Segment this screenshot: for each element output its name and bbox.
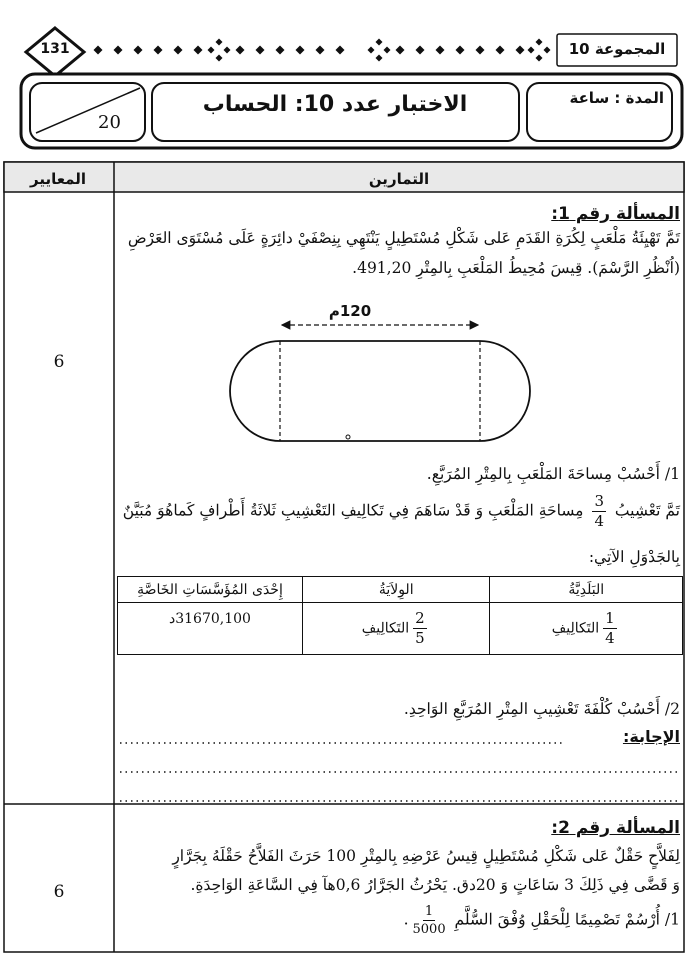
group-label: المجموعة 10 [568, 40, 666, 58]
state-word: التَكالِيفِ [361, 620, 410, 637]
decorative-diamond [316, 46, 325, 55]
cost-table-header [118, 577, 683, 603]
decorative-diamond [296, 46, 305, 55]
decorative-diamond [276, 46, 285, 55]
decorative-diamond [496, 46, 505, 55]
decorative-diamond [256, 46, 265, 55]
paint-text-a: تَمَّ تَعْشِيبُ [614, 501, 680, 520]
municipality-frac-num: 1 [605, 609, 615, 627]
decorative-diamond [174, 46, 183, 55]
decorative-diamond [516, 46, 525, 55]
decorative-diamond [224, 47, 231, 54]
figure-length-label: 120م [328, 302, 372, 320]
paint-text-b: مِساحَةِ المَلْعَبِ وَ قَدْ سَاهَمَ فِي تَكالِيفِ التَعْشِيبِ ثَلاثَةُ أَطْرافٍ كَماهُوَ مُبَيَّنٌ [122, 501, 584, 520]
cost-header-private: إِحْدَى المُؤَسَّسَاتِ الخَاصَّةِ [118, 577, 303, 603]
municipality-word: التَكالِيفِ [551, 620, 600, 637]
cost-table [117, 576, 683, 655]
decorative-diamond [154, 46, 163, 55]
decorative-diamond [456, 46, 465, 55]
decorative-diamond [436, 46, 445, 55]
decorative-diamond [94, 46, 103, 55]
decorative-diamond [536, 55, 543, 62]
state-frac-num: 2 [415, 609, 425, 627]
decorative-diamond [544, 47, 551, 54]
problem1-score: 6 [53, 352, 65, 372]
decorative-diamond [396, 46, 405, 55]
score-total: 20 [98, 112, 121, 133]
problem2-question1 [116, 905, 680, 936]
page-number: 131 [40, 41, 70, 57]
municipality-share [490, 603, 683, 655]
duration-label: المدة : ساعة [569, 89, 664, 107]
decorative-diamond [208, 47, 215, 54]
problem1-text-line1: تَمَّ تَهْيِئَةُ مَلْعَبٍ لِكُرَةِ القَدَمِ عَلى شَكْلِ مُسْتَطِيلٍ يَنْتَهِي بِنِصْفَيْ دائِرَةٍ عَلَى مُسْتَوَى العَرْضِ [127, 229, 680, 247]
decorative-diamond [194, 46, 203, 55]
decorative-diamond [376, 39, 383, 46]
decorative-diamond [528, 47, 535, 54]
paint-fraction [592, 494, 606, 529]
state-fraction [413, 611, 427, 646]
stadium-outline [230, 341, 530, 441]
problem2-question1-text: 1/ أُرْسُمْ تَصْمِيمًا لِلْحَقْلِ وُفْقَ السُّلَّمِ [454, 910, 680, 929]
private-amount [118, 603, 303, 655]
paint-frac-den: 4 [594, 512, 604, 530]
problem2-text-line1: لِفَلاَّحٍ حَقْلٌ عَلى شَكْلِ مُسْتَطِيلٍ قِيسُ عَرْضِهِ بِالمِتْرِ 100 حَرَثَ الفَلاَّحُ حَقْلَهُ بِجَرَّارٍ [172, 847, 680, 865]
decorative-diamond [336, 46, 345, 55]
score-box [30, 83, 145, 141]
problem2-title: المسألة رقم 2: [551, 818, 680, 838]
problem1-question1: 1/ أَحْسُبْ مِساحَةَ المَلْعَبِ بِالمِتْرِ المُرَبَّعِ. [426, 465, 680, 483]
scale-fraction [413, 905, 446, 936]
scale-num: 1 [424, 904, 434, 919]
problem1-question2: 2/ أَحْسُبْ كُلْفَةَ تَعْشِيبِ المِتْرِ المُرَبَّعِ الوَاحِدِ. [403, 700, 680, 718]
answer-label: الإجابة: [622, 727, 680, 746]
decorative-diamond [368, 47, 375, 54]
decorative-diamond [134, 46, 143, 55]
scale-den: 5000 [412, 922, 446, 937]
column-header-exercises: التمارين [368, 170, 430, 188]
problem2-text-line2: وَ قَضَّى فِي ذَلِكَ 3 سَاعَاتٍ وَ 20دق. يَحْرُثُ الجَرَّارُ 0,6هآ فِي السَّاعَةِ الوَاحِدَةِ. [190, 876, 680, 894]
column-header-criteria: المعايير [29, 170, 86, 188]
problem1-title: المسألة رقم 1: [551, 204, 680, 224]
state-frac-den: 5 [415, 629, 425, 647]
state-share [302, 603, 490, 655]
cost-header-municipality: البَلَدِيَّةُ [490, 577, 683, 603]
private-amount-value: 31670,100د [168, 611, 251, 627]
paint-text-c: بِالجَدْوَلِ الآتِي: [588, 548, 680, 566]
paint-frac-num: 3 [594, 492, 604, 510]
decorative-diamond-row [94, 39, 551, 62]
problem2-score: 6 [53, 882, 65, 902]
period: . [403, 910, 409, 929]
centre-point [346, 435, 350, 439]
cost-table-values [118, 603, 683, 655]
paint-sentence [116, 494, 680, 529]
decorative-diamond [416, 46, 425, 55]
decorative-diamond [476, 46, 485, 55]
decorative-diamond [376, 55, 383, 62]
test-title: الاختبار عدد 10: الحساب [202, 92, 468, 117]
decorative-diamond [384, 47, 391, 54]
decorative-diamond [536, 39, 543, 46]
cost-header-state: الوِلاَيَةُ [302, 577, 490, 603]
decorative-diamond [114, 46, 123, 55]
municipality-frac-den: 4 [605, 629, 615, 647]
decorative-diamond [216, 39, 223, 46]
answer-lines [116, 730, 682, 810]
problem1-text-line2: (اُنْظُرِ الرَّسْمَ). قِيسَ مُحِيطُ المَلْعَبِ بِالمِتْرِ 491,20. [352, 259, 680, 277]
decorative-diamond [216, 55, 223, 62]
municipality-fraction [603, 611, 617, 646]
decorative-diamond [236, 46, 245, 55]
